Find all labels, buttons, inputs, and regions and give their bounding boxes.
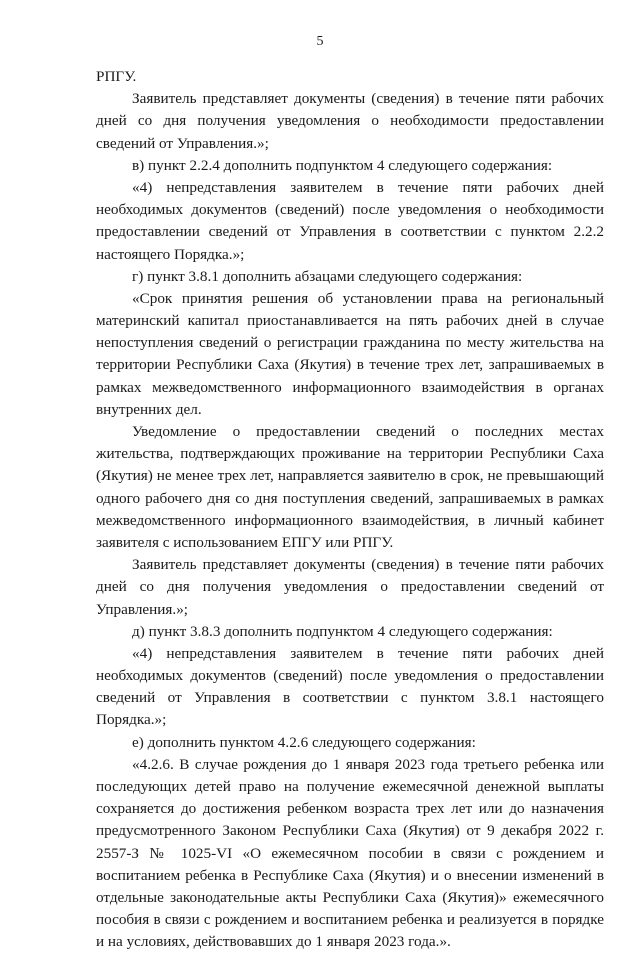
page-number: 5: [316, 34, 324, 49]
text-line: необходимых документов (сведений) после уведомления о предоставлении: [96, 667, 604, 685]
text-line: (Якутия) не менее трех лет, направляется заявителю в срок, не превышающий: [96, 467, 604, 485]
text-line: д) пункт 3.8.3 дополнить подпунктом 4 следующего содержания:: [132, 622, 553, 640]
text-line: е) дополнить пунктом 4.2.6 следующего содержания:: [132, 733, 476, 751]
text-line: территории Республики Саха (Якутия) в течение трех лет, запрашиваемых в: [96, 356, 604, 374]
text-line: Управления.»;: [96, 600, 189, 618]
text-line: РПГУ.: [96, 68, 137, 85]
text-line: Заявитель представляет документы (сведения) в течение пяти рабочих: [132, 90, 604, 108]
text-line: Уведомление о предоставлении сведений о последних местах: [132, 423, 604, 440]
text-line: воспитанием ребенка в Республике Саха (Якутия) и о внесении изменений в: [96, 866, 604, 884]
text-line: рамках межведомственного информационного взаимодействия в органах: [96, 378, 604, 396]
text-line: отдельные законодательные акты Республики Саха (Якутия)» ежемесячного: [96, 888, 604, 906]
text-line: в) пункт 2.2.4 дополнить подпунктом 4 следующего содержания:: [132, 156, 553, 174]
text-line: Порядка.»;: [96, 711, 167, 729]
text-line: сведений от Управления в соответствии с пунктом 3.8.1 настоящего: [96, 689, 604, 707]
text-line: «4) непредставления заявителем в течение пяти рабочих дней: [132, 644, 604, 662]
text-line: предоставлении сведений от Управления в соответствии с пунктом 2.2.2: [96, 223, 604, 241]
text-line: сохраняется до достижения ребенком возраста трех лет или до назначения: [96, 800, 604, 818]
body-text: [96, 66, 604, 954]
text-line: сведений от Управления.»;: [96, 134, 269, 152]
text-line: необходимых документов (сведений) после уведомления о необходимости: [96, 201, 604, 219]
text-line: материнский капитал приостанавливается на пять рабочих дней в случае: [96, 312, 604, 330]
text-line: Заявитель представляет документы (сведения) в течение пяти рабочих: [132, 556, 604, 574]
text-line: настоящего Порядка.»;: [96, 245, 245, 263]
text-line: жительства, подтверждающих проживание на территории Республики Саха: [96, 445, 604, 463]
text-line: дней со дня получения уведомления о необходимости предоставлении: [96, 112, 604, 130]
text-line: 2557-З № 1025-VI «О ежемесячном пособии в связи с рождением и: [96, 844, 604, 862]
text-line: последующих детей право на получение ежемесячной денежной выплаты: [96, 778, 604, 795]
text-line: г) пункт 3.8.1 дополнить абзацами следующего содержания:: [132, 267, 523, 285]
text-line: одного рабочего дня со дня поступления сведений, запрашиваемых в рамках: [96, 489, 604, 507]
text-line: межведомственного информационного взаимодействия, в личный кабинет: [96, 511, 604, 529]
text-line: непоступления сведений о регистрации гражданина по месту жительства на: [96, 334, 604, 352]
text-line: внутренних дел.: [96, 400, 202, 418]
text-line: дней со дня получения уведомления о предоставлении сведений от: [96, 578, 604, 596]
text-line: заявителя с использованием ЕПГУ или РПГУ.: [96, 533, 394, 551]
text-line: пособия в связи с рождением и воспитанием ребенка и реализуется в порядке: [96, 911, 604, 929]
text-line: «4.2.6. В случае рождения до 1 января 2023 года третьего ребенка или: [132, 755, 604, 773]
text-line: «Срок принятия решения об установлении права на региональный: [132, 289, 604, 307]
text-line: «4) непредставления заявителем в течение пяти рабочих дней: [132, 178, 604, 196]
text-line: и на условиях, действовавших до 1 января 2023 года.».: [96, 933, 451, 951]
text-line: предусмотренного Законом Республики Саха (Якутия) от 9 декабря 2022 г.: [96, 822, 604, 840]
